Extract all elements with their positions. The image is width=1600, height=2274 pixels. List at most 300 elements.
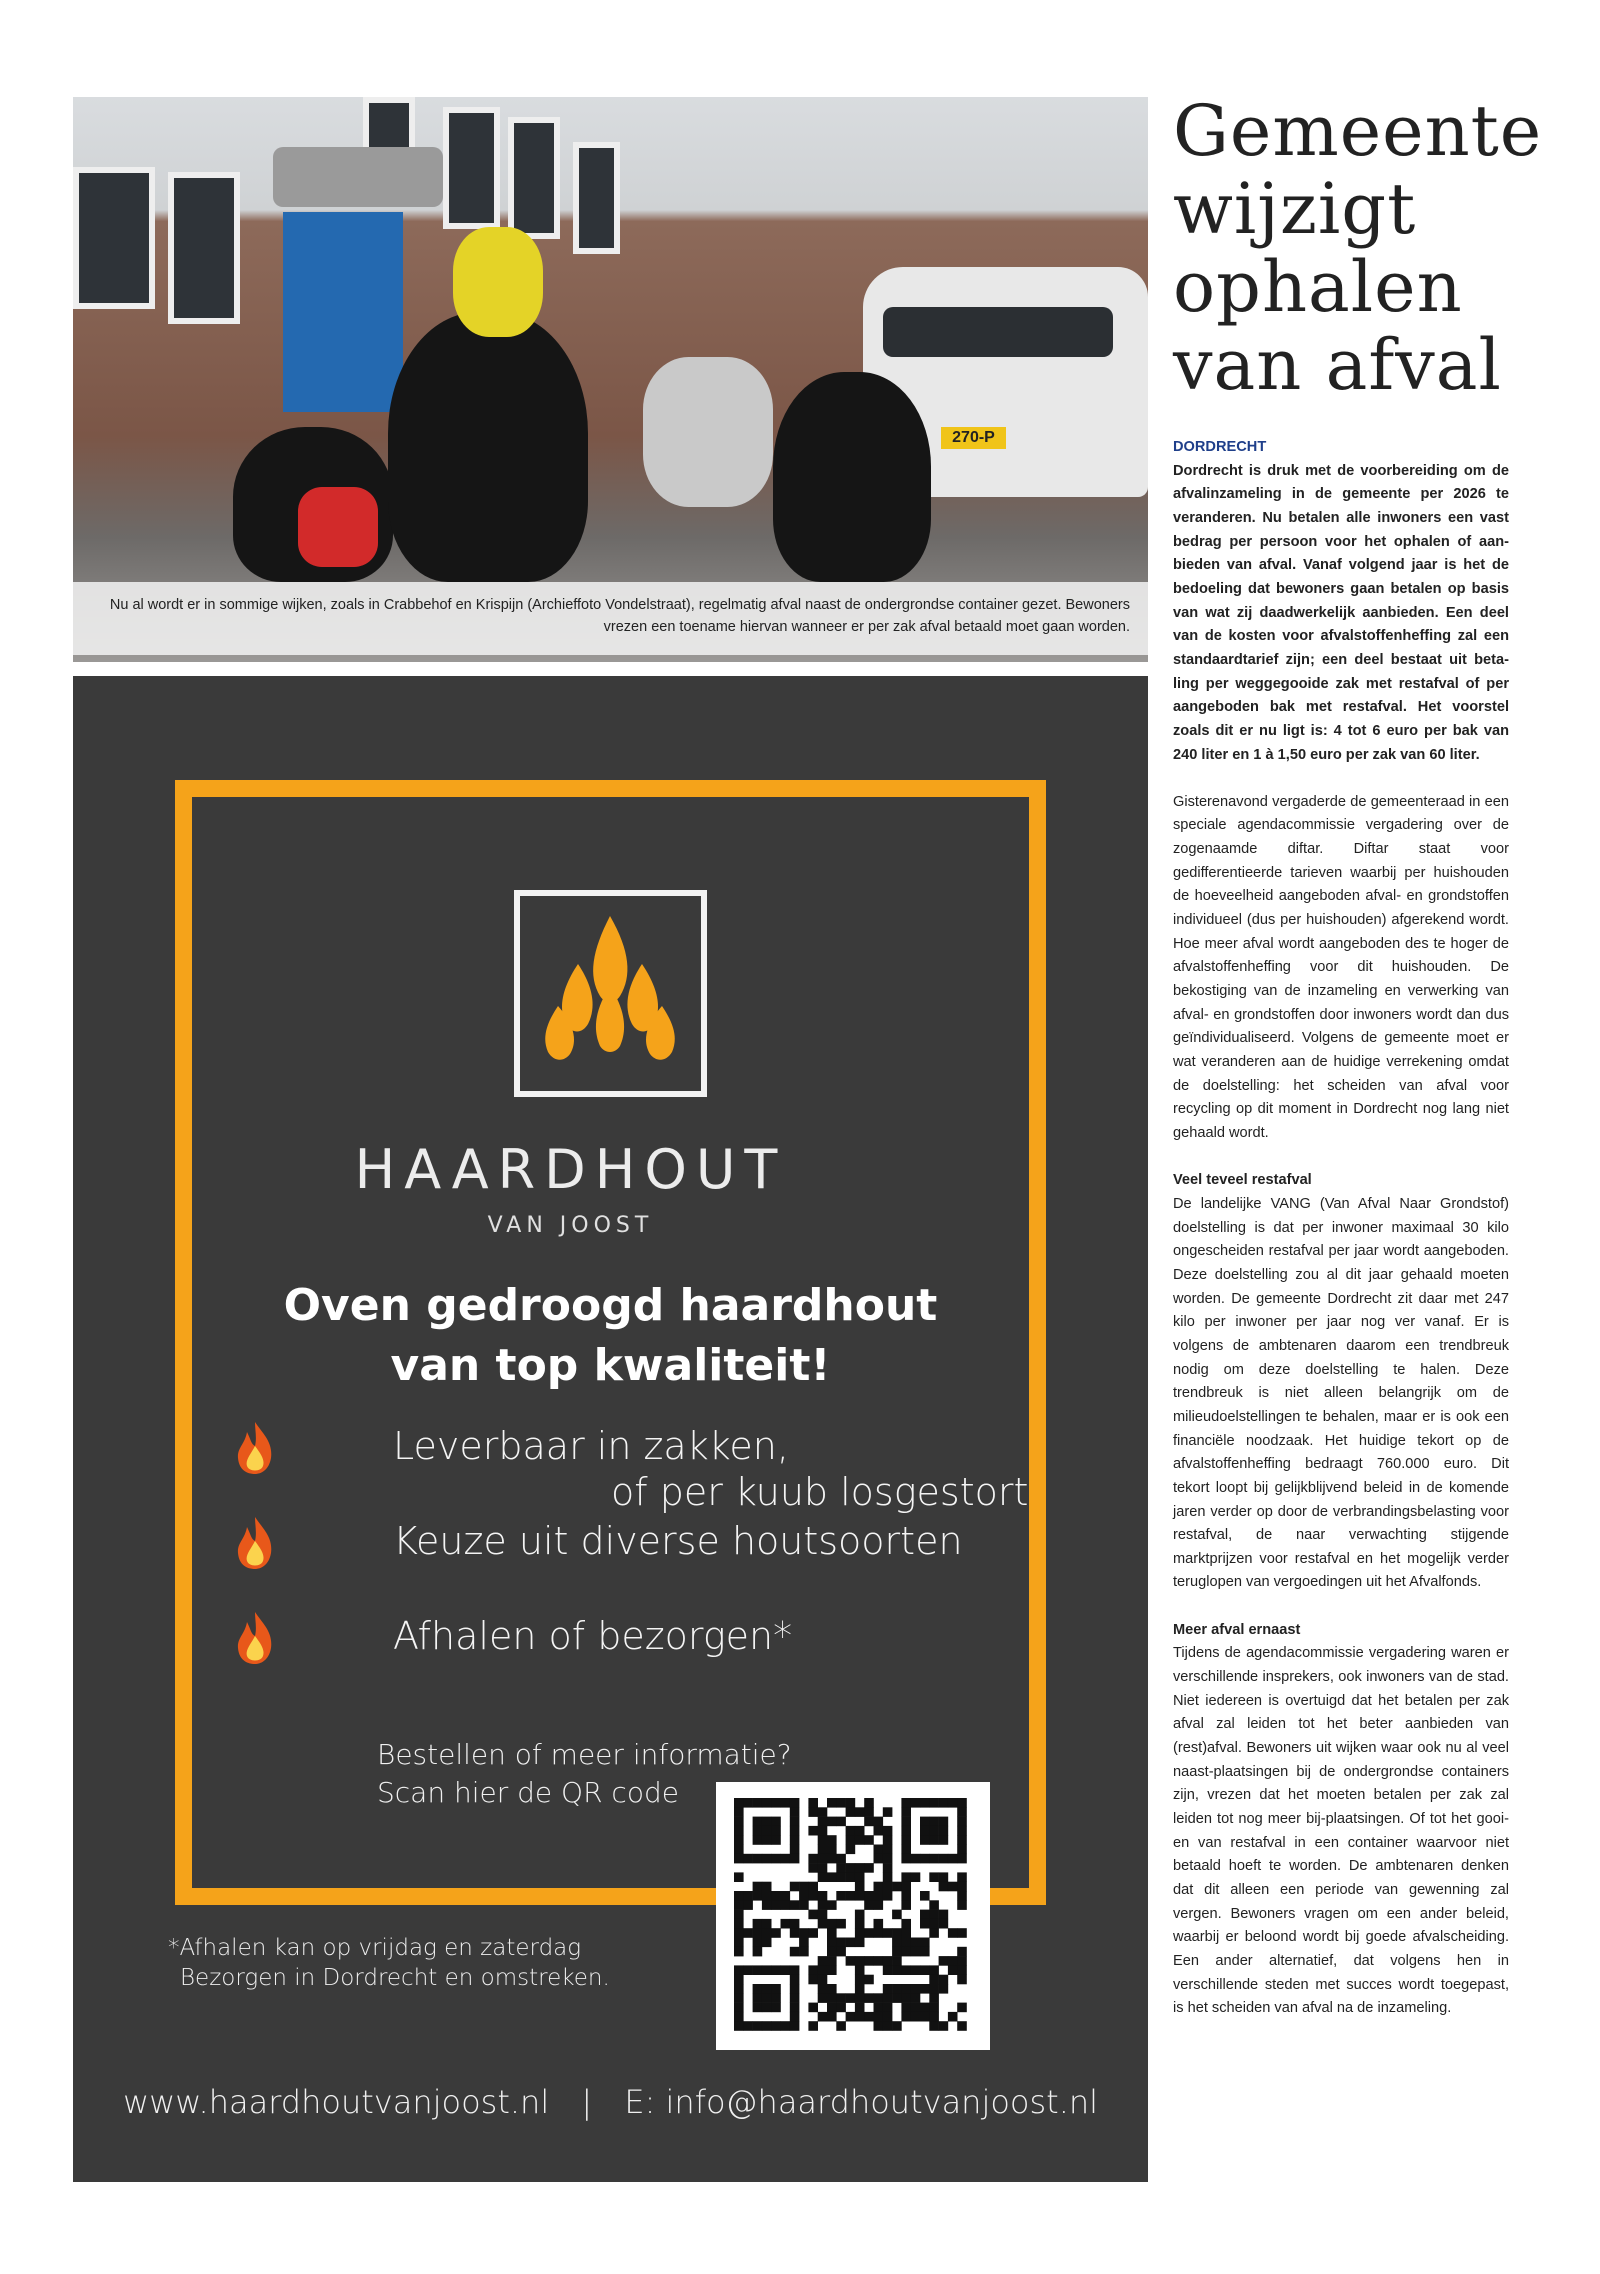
qr-module [864,1928,874,1938]
news-photo [73,97,1148,662]
qr-module [734,1993,744,2003]
qr-module [827,1835,837,1845]
qr-module [790,2003,800,2013]
qr-module [911,1965,921,1975]
qr-module [939,1826,949,1836]
qr-module [762,1965,772,1975]
qr-module [929,1910,939,1920]
qr-module [911,1938,921,1948]
qr-module [874,2012,884,2022]
qr-module [939,1882,949,1892]
qr-module [901,2012,911,2022]
qr-module [790,1845,800,1855]
qr-module [827,1947,837,1957]
qr-module [790,1965,800,1975]
qr-module [874,1919,884,1929]
qr-module [911,2003,921,2013]
qr-module [836,1919,846,1929]
paragraph: De landelijke VANG (Van Afval Naar Grondstof) doelstelling is dat per inwoner maximaal 30 kilo ongescheiden restafval per jaar wordt aangeboden. Deze doelstelling zou al dit jaar gehaald moeten worden. De gemeente Dordrecht zit daar met 247 kilo per inwoner per jaar nog ver vanaf. Er is volgens de ambtenaren daarom een trendbreuk nodig om deze doelstelling te halen. Deze trendbreuk is niet alleen belangrijk om de milieudoelstellingen te behalen, maar er is ook een financiële noodzaak. Het huidige tekort op de afvalstoffenheffing bedraagt 760.000 euro. Dit tekort loopt bij gelijkblijvend beleid in de komende jaren verder op door de verbrandingsbelasting voor restafval, de naar verwachting stijgende marktprijzen voor restafval en het mogelijk verder teruglopen van vergoedingen uit het Afvalfonds. [1173,1195,1509,1591]
qr-module [734,1807,744,1817]
qr-module [929,1854,939,1864]
qr-module [855,1807,865,1817]
qr-module [827,1817,837,1827]
qr-module [901,1798,911,1808]
qr-module [753,1938,763,1948]
qr-module [818,1965,828,1975]
paragraph: Tijdens de agendacommissie vergadering waren er verschillende insprekers, ook inwoners van de stad. Niet iedereen is overtuigd dat het betalen per zak afval zal leiden tot het beter aanbieden van (rest)afval. Bewoners uit wijken waar ook nu al veel naast-plaatsingen bij de ondergrondse containers zijn, vrezen dat het moeten betalen per zak zal leiden tot nog meer bij-plaatsingen. Of tot het gooien van restafval in een container waarvoor niet betaald hoeft te worden. De ambtenaren denken dat dit alleen een periode van gewenning zal vergen. Bewoners vragen om een ander beleid, waarbij er beloond wordt bij goede afvalscheiding. Een ander alternatief, dat volgens hen in verschillende steden met succes wordt toegepast, is het scheiden van afval na de inzameling. [1173,1645,1509,2017]
qr-module [892,1947,902,1957]
separator: | [581,2083,593,2121]
email-link[interactable]: E: info@haardhoutvanjoost.nl [624,2083,1099,2121]
qr-module [957,1956,967,1966]
qr-module [855,1910,865,1920]
qr-module [753,1993,763,2003]
qr-module [827,1928,837,1938]
qr-module [827,2003,837,2013]
qr-module [939,1817,949,1827]
qr-module [957,1845,967,1855]
qr-module [836,1947,846,1957]
qr-module [743,1965,753,1975]
ad-contact-footer [73,2083,1148,2121]
title-line: van afval [1173,324,1502,406]
qr-module [892,1993,902,2003]
qr-module [781,1919,791,1929]
qr-module [818,2012,828,2022]
qr-module [939,1975,949,1985]
qr-module [818,1854,828,1864]
qr-module [846,1891,856,1901]
qr-module [771,1984,781,1994]
qr-module [827,1956,837,1966]
article-body [1173,436,1509,2021]
qr-module [864,1817,874,1827]
qr-module [957,1947,967,1957]
qr-module [939,1854,949,1864]
qr-module [771,1993,781,2003]
fire-icon [233,1610,277,1666]
qr-module [920,1835,930,1845]
qr-module [808,1910,818,1920]
building-window [73,167,155,309]
qr-module [753,1919,763,1929]
qr-code[interactable] [716,1782,990,2050]
qr-module [883,1928,893,1938]
qr-module [818,1984,828,1994]
qr-module [874,1845,884,1855]
qr-module [790,1975,800,1985]
qr-module [957,1975,967,1985]
qr-module [836,1798,846,1808]
qr-module [855,1826,865,1836]
qr-module [808,1928,818,1938]
qr-module [874,1882,884,1892]
qr-module [883,1807,893,1817]
qr-module [734,1798,744,1808]
qr-module [911,1872,921,1882]
qr-module [790,1919,800,1929]
qr-module [846,1993,856,2003]
qr-module [957,1817,967,1827]
qr-module [836,1863,846,1873]
qr-module [790,2021,800,2031]
qr-module [753,1965,763,1975]
qr-module [799,1900,809,1910]
qr-module [920,1938,930,1948]
qr-module [929,1798,939,1808]
qr-module [901,1947,911,1957]
qr-module [901,1826,911,1836]
bullet-text: Afhalen of bezorgen* [393,1614,793,1658]
qr-module [771,1965,781,1975]
qr-module [892,1956,902,1966]
title-line: ophalen [1173,246,1463,328]
qr-module [920,1798,930,1808]
qr-module [855,1993,865,2003]
qr-module [948,2012,958,2022]
qr-module [827,1854,837,1864]
qr-module [753,1835,763,1845]
qr-module [874,1956,884,1966]
qr-module [818,1826,828,1836]
qr-module [901,1900,911,1910]
qr-module [883,1863,893,1873]
qr-module [939,1910,949,1920]
brand-subtitle: VAN JOOST [487,1213,654,1238]
qr-module [883,1965,893,1975]
qr-module [846,1956,856,1966]
qr-module [855,1975,865,1985]
qr-module [929,1900,939,1910]
qr-module [790,1947,800,1957]
qr-module [818,1835,828,1845]
qr-module [892,2021,902,2031]
qr-module [892,1910,902,1920]
qr-module [929,2021,939,2031]
qr-module [929,2003,939,2013]
qr-module [734,2021,744,2031]
qr-module [818,1845,828,1855]
title-line: Gemeente [1173,90,1543,172]
fire-icon [233,1420,277,1476]
footnote [168,1933,610,1993]
qr-module [762,1993,772,2003]
qr-module [818,1919,828,1929]
qr-module [883,2003,893,2013]
qr-module [901,1993,911,2003]
cta-line: Bestellen of meer informatie? [377,1738,792,1771]
qr-module [901,1882,911,1892]
qr-module [883,1956,893,1966]
qr-module [808,1826,818,1836]
qr-module [799,1947,809,1957]
qr-module [762,1798,772,1808]
slogan-line: van top kwaliteit! [390,1340,831,1391]
fire-icon [233,1515,277,1571]
qr-module [892,1938,902,1948]
qr-module [948,1956,958,1966]
qr-module [911,2012,921,2022]
qr-module [892,1965,902,1975]
qr-module [818,1817,828,1827]
qr-module [734,1938,744,1948]
qr-module [901,1928,911,1938]
qr-module [864,1975,874,1985]
qr-module [901,1835,911,1845]
footnote-line: Bezorgen in Dordrecht en omstreken. [180,1965,610,1991]
qr-module [901,1845,911,1855]
qr-module [892,1882,902,1892]
qr-module [920,1910,930,1920]
qr-module [762,1984,772,1994]
qr-module [771,2021,781,2031]
qr-module [901,1891,911,1901]
qr-module [781,1798,791,1808]
qr-module [799,1928,809,1938]
qr-module [790,1993,800,2003]
qr-module [827,1993,837,2003]
qr-module [883,1872,893,1882]
qr-module [883,1845,893,1855]
qr-module [874,1891,884,1901]
qr-module [734,2012,744,2022]
qr-module [948,1928,958,1938]
qr-module [855,1872,865,1882]
qr-module [929,1826,939,1836]
qr-module [762,1928,772,1938]
qr-module [753,1947,763,1957]
qr-module [864,1835,874,1845]
qr-module [929,1919,939,1929]
qr-module [753,1817,763,1827]
qr-module [855,2003,865,2013]
qr-module [743,1854,753,1864]
qr-module [846,1938,856,1948]
bullet-text: of per kuub losgestort [611,1470,1029,1514]
bullet-text: Keuze uit diverse houtsoorten [393,1519,963,1563]
qr-module [771,1826,781,1836]
qr-module [808,1975,818,1985]
qr-module [855,1938,865,1948]
qr-module [762,1854,772,1864]
qr-module [855,1984,865,1994]
qr-module [790,1798,800,1808]
qr-module [762,1826,772,1836]
qr-module [920,1817,930,1827]
qr-module [790,1900,800,1910]
qr-module [836,1993,846,2003]
qr-module [957,1798,967,1808]
qr-module [827,1984,837,1994]
qr-module [771,1891,781,1901]
qr-module [929,1817,939,1827]
qr-module [818,1910,828,1920]
qr-module [781,1900,791,1910]
red-bag [298,487,378,567]
qr-module [790,2012,800,2022]
qr-module [818,1975,828,1985]
qr-module [771,2003,781,2013]
qr-module [957,1928,967,1938]
qr-module [864,1891,874,1901]
qr-module [846,1826,856,1836]
qr-module [753,1984,763,1994]
qr-module [929,1975,939,1985]
qr-module [762,2003,772,2013]
qr-module [753,1928,763,1938]
qr-module [883,1891,893,1901]
qr-module [855,1835,865,1845]
qr-module [827,1938,837,1948]
qr-module [781,1854,791,1864]
qr-module [855,2012,865,2022]
qr-module [864,1863,874,1873]
qr-module [743,1928,753,1938]
qr-module [939,1798,949,1808]
qr-module [929,1993,939,2003]
yellow-bag [453,227,543,337]
qr-module [929,2012,939,2022]
qr-module [846,1798,856,1808]
qr-module [753,1882,763,1892]
qr-module [911,1947,921,1957]
qr-module [734,1965,744,1975]
qr-module [734,1984,744,1994]
qr-module [771,1900,781,1910]
qr-module [846,1863,856,1873]
qr-module [939,1872,949,1882]
qr-module [827,1900,837,1910]
qr-module [874,2021,884,2031]
qr-module [939,1956,949,1966]
qr-module [855,1956,865,1966]
qr-module [864,1807,874,1817]
subheading: Meer afval ernaast [1173,1621,1301,1638]
qr-module [781,1965,791,1975]
title-line: wijzigt [1173,168,1417,250]
qr-module [753,1826,763,1836]
qr-module [892,1928,902,1938]
qr-module [743,2021,753,2031]
qr-module [901,1807,911,1817]
garbage-bag [388,312,588,582]
qr-module [734,1910,744,1920]
qr-module [827,1919,837,1929]
qr-module [855,1919,865,1929]
qr-module [864,1993,874,2003]
qr-module [911,1798,921,1808]
website-link[interactable]: www.haardhoutvanjoost.nl [122,2083,550,2121]
qr-module [929,1965,939,1975]
qr-module [734,1835,744,1845]
qr-module [957,1882,967,1892]
qr-module [827,2012,837,2022]
qr-module [901,1984,911,1994]
qr-module [771,1854,781,1864]
license-plate: 270-P [941,427,1006,449]
lead-paragraph: Dordrecht is druk met de voorbereiding om de afvalinzameling in de gemeente per 2026 te veranderen. Nu betalen alle inwoners een vast bedrag per persoon voor het ophalen of aanbieden van afval. Vanaf volgend jaar is het de bedoeling dat bewoners gaan betalen op basis van wat zij daadwerkelijk aanbieden. Een deel van de kosten voor afvalstoffenheffing zal een standaardtarief zijn; een deel bestaat uit betaling per weggegooide zak met restafval of per aangeboden bak met restafval. Het voorstel zoals dit er nu ligt is: 4 tot 6 euro per bak van 240 liter en 1 à 1,50 euro per zak van 60 liter. [1173,462,1509,763]
container-top [273,147,443,207]
qr-module [762,2021,772,2031]
qr-module [808,1891,818,1901]
container-sign [283,212,403,412]
qr-module [911,1984,921,1994]
qr-module [836,2003,846,2013]
qr-module [864,1956,874,1966]
qr-module [762,1835,772,1845]
qr-module [836,1872,846,1882]
qr-module [864,2012,874,2022]
qr-module [883,1854,893,1864]
qr-module [948,1882,958,1892]
qr-module [818,1872,828,1882]
qr-module [957,2021,967,2031]
advertisement [73,676,1148,2182]
qr-module [781,1891,791,1901]
qr-module [818,1956,828,1966]
white-bag [643,357,773,507]
qr-module [846,1872,856,1882]
qr-module [836,1891,846,1901]
qr-module [864,1798,874,1808]
qr-module [836,1854,846,1864]
qr-module [790,1854,800,1864]
qr-module [901,1965,911,1975]
qr-module [808,2021,818,2031]
brand-name: HAARDHOUT [354,1138,787,1201]
qr-module [920,1891,930,1901]
qr-module [827,1872,837,1882]
qr-module [818,1863,828,1873]
qr-module [883,1835,893,1845]
qr-module [753,2003,763,2013]
qr-module [734,1900,744,1910]
qr-module [827,1965,837,1975]
building-window [508,117,560,239]
qr-module [901,1938,911,1948]
qr-module [911,1993,921,2003]
qr-module [846,1835,856,1845]
qr-module [855,1891,865,1901]
qr-module [753,1854,763,1864]
qr-module [874,1826,884,1836]
photo-caption: Nu al wordt er in sommige wijken, zoals in Crabbehof en Krispijn (Archieffoto Vondelstraat), regelmatig afval naast de ondergrondse container gezet. Bewoners vrezen een toename hiervan wanneer er per zak afval betaald moet gaan worden. [73,582,1148,655]
qr-module [874,1900,884,1910]
qr-module [929,1928,939,1938]
qr-module [734,1826,744,1836]
qr-module [790,1807,800,1817]
qr-module [901,1854,911,1864]
qr-module [753,2021,763,2031]
qr-module [874,1817,884,1827]
qr-module [920,1854,930,1864]
qr-module [939,1984,949,1994]
qr-module [883,2012,893,2022]
qr-module [948,1798,958,1808]
qr-module [734,1975,744,1985]
qr-module [818,1900,828,1910]
qr-module [874,1993,884,2003]
qr-module [883,1882,893,1892]
qr-module [957,1872,967,1882]
qr-module [762,1938,772,1948]
qr-module [855,1928,865,1938]
qr-module [929,1835,939,1845]
building-window [168,172,240,324]
qr-module [818,1891,828,1901]
qr-module [799,1882,809,1892]
qr-module [939,2021,949,2031]
